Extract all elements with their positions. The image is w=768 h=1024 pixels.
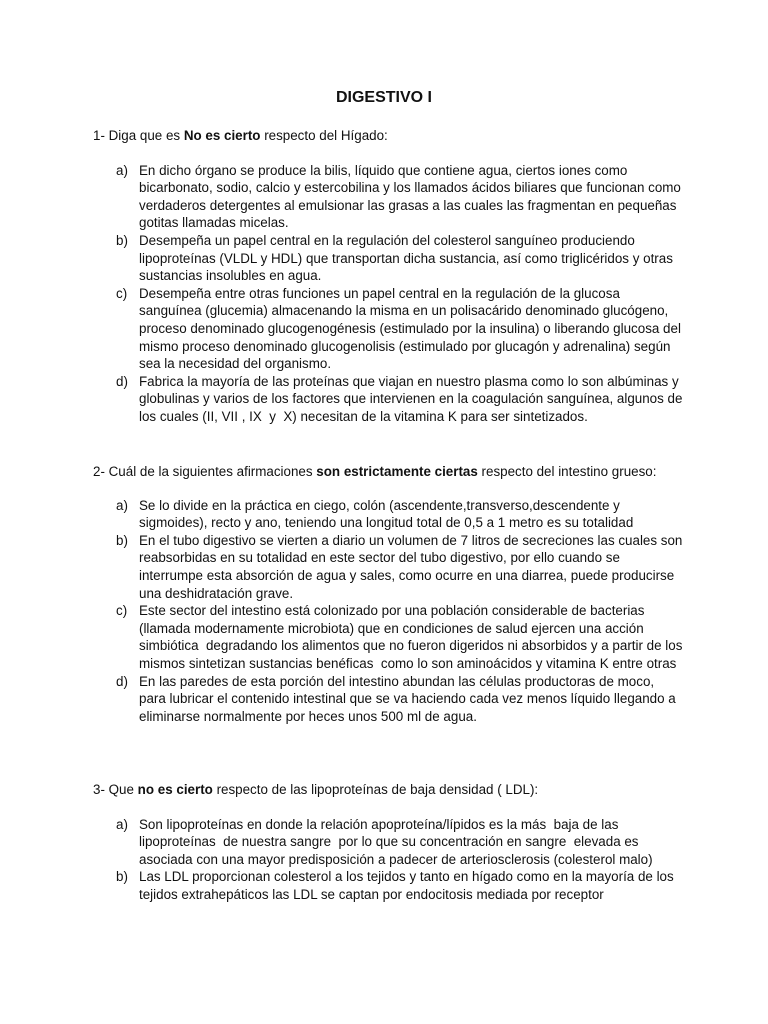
option-letter: d) [116, 673, 128, 689]
option-letter: d) [116, 373, 128, 389]
option-text: Son lipoproteínas en donde la relación apoproteína/lípidos es la más baja de las lipoproteínas de nuestra sangre por lo que su concentración en sangre elevada es asociada con una mayor predisposición a padecer de arteriosclerosis (colesterol malo) [139, 816, 653, 867]
option-letter: a) [116, 497, 128, 513]
question-2-option-a [93, 497, 683, 532]
question-2 [93, 463, 687, 725]
question-2-stem-text-end: respecto del intestino grueso: [477, 464, 657, 479]
question-2-stem [93, 463, 683, 481]
question-3-stem [93, 781, 683, 799]
question-2-option-d [93, 673, 683, 726]
question-1-stem-text: 1- Diga que es [93, 128, 184, 143]
option-text: En el tubo digestivo se vierten a diario un volumen de 7 litros de secreciones las cuales son reabsorbidas en su totalidad en este sector del tubo digestivo, por ello cuando se interrumpe esta absorción de agua y sales, como ocurre en una diarrea, puede producirse una deshidratación grave. [139, 532, 687, 601]
option-letter: b) [116, 232, 128, 248]
question-1-stem-emphasis: No es cierto [183, 128, 261, 143]
question-1-option-c [93, 285, 683, 373]
question-2-stem-text: 2- Cuál de la siguientes afirmaciones [93, 464, 317, 479]
option-letter: b) [116, 532, 128, 548]
question-2-option-b [93, 532, 687, 602]
question-2-options [93, 497, 687, 726]
question-1 [93, 127, 687, 426]
question-1-stem-text-end: respecto del Hígado: [260, 128, 388, 143]
option-text: Desempeña entre otras funciones un papel central en la regulación de la glucosa sanguínea (glucemia) almacenando la misma en un polisacárido denominado glucógeno, proceso denominado glucogenogénesis (estimulado por la insulina) o liberando glucosa del mismo proceso denominado glucogenolisis (estimulado por glucagón y adrenalina) según sea la necesidad del organismo. [139, 285, 685, 372]
option-letter: c) [116, 285, 128, 301]
question-3-stem-text-end: respecto de las lipoproteínas de baja densidad ( LDL): [212, 782, 539, 797]
question-2-option-c [93, 602, 687, 672]
option-text: En las paredes de esta porción del intestino abundan las células productoras de moco, para lubricar el contenido intestinal que se va haciendo cada vez menos líquido llegando a eliminarse normalmente por heces unos 500 ml de agua. [139, 673, 680, 724]
question-3-option-b [93, 868, 683, 903]
option-letter: c) [116, 603, 128, 619]
option-text: Las LDL proporcionan colesterol a los tejidos y tanto en hígado como en la mayoría de los tejidos extrahepáticos las LDL se captan por endocitosis mediada por receptor [139, 869, 678, 902]
option-text: Se lo divide en la práctica en ciego, colón (ascendente,transverso,descendente y sigmoides), recto y ano, teniendo una longitud total de 0,5 a 1 metro es su totalidad [139, 497, 634, 531]
question-3-stem-text: 3- Que [93, 782, 138, 797]
option-letter: a) [116, 816, 128, 832]
option-text: Este sector del intestino está colonizado por una población considerable de bacterias (llamada modernamente microbiota) que en condiciones de salud ejercen una acción simbiótica degradando los alimentos que no fueron digeridos ni absorbidos y a partir de los mismos sintetizan sustancias benéficas como lo son aminoácidos y vitamina K entre otras [139, 603, 687, 671]
question-1-option-a [93, 162, 683, 232]
question-1-option-b [93, 232, 683, 285]
option-letter: b) [116, 869, 128, 885]
option-text: Desempeña un papel central en la regulación del colesterol sanguíneo produciendo lipoproteínas (VLDL y HDL) que transportan dicha sustancia, así como triglicéridos y otras sustancias insolubles en agua. [139, 232, 677, 284]
option-letter: a) [116, 162, 128, 178]
question-3-stem-emphasis: no es cierto [137, 782, 213, 797]
question-1-option-d [93, 373, 687, 426]
option-text: En dicho órgano se produce la bilis, líquido que contiene agua, ciertos iones como bicarbonato, sodio, calcio y estercobilina y los llamados ácidos biliares que funcionan como verdaderos detergentes al emulsionar las grasas a las cuales las fragmentan en pequeñas gotitas llamadas micelas. [139, 162, 685, 231]
question-2-stem-emphasis: son estrictamente ciertas [316, 464, 478, 479]
question-3-option-a [93, 816, 683, 869]
question-1-stem [93, 127, 683, 145]
question-3-options [93, 816, 683, 904]
option-text: Fabrica la mayoría de las proteínas que viajan en nuestro plasma como lo son albúminas y globulinas y varios de los factores que intervienen en la coagulación sanguínea, algunos de los cuales (II, VII , IX y X) necesitan de la vitamina K para ser sintetizados. [139, 373, 687, 424]
question-1-options [93, 162, 687, 426]
document-title: DIGESTIVO I [335, 89, 432, 106]
question-3 [93, 781, 683, 904]
